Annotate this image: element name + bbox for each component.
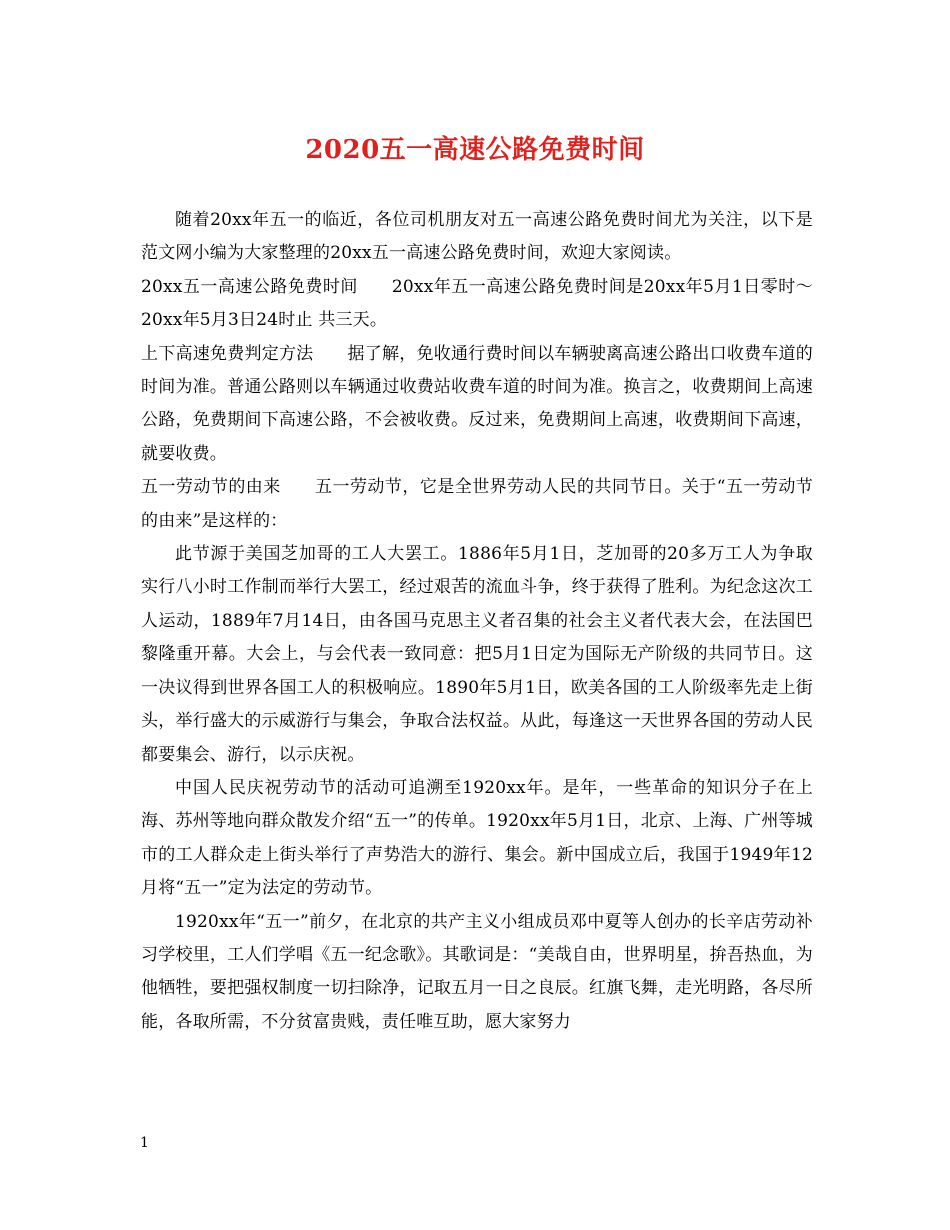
paragraph-history-china: 中国人民庆祝劳动节的活动可追溯至1920xx年。是年，一些革命的知识分子在上海、苏州等地向群众散发介绍“五一”的传单。1920xx年5月1日，北京、上海、广州等城市的工人群众走上街头举行了声势浩大的游行、集会。新中国成立后，我国于1949年12月将“五一”定为法定的劳动节。: [141, 777, 814, 899]
paragraph-toll-method: [141, 338, 813, 472]
section-body-holiday-origin: 五一劳动节，它是全世界劳动人民的共同节日。关于“五一劳动节的由来”是这样的：: [141, 477, 813, 531]
section-body-toll-method: 据了解，免收通行费时间以车辆驶离高速公路出口收费车道的时间为准。普通公路则以车辆通过收费站收费车道的时间为准。换言之，收费期间上高速公路，免费期间下高速公路，不会被收费。反过来，免费期间上高速，收费期间下高速，就要收费。: [141, 343, 813, 464]
paragraph-history-chicago: 此节源于美国芝加哥的工人大罢工。1886年5月1日，芝加哥的20多万工人为争取实行八小时工作制而举行大罢工，经过艰苦的流血斗争，终于获得了胜利。为纪念这次工人运动，1889年7月14日，由各国马克思主义者召集的社会主义者代表大会，在法国巴黎隆重开幕。大会上，与会代表一致同意：把5月1日定为国际无产阶级的共同节日。这一决议得到世界各国工人的积极响应。1890年5月1日，欧美各国的工人阶级率先走上街头，举行盛大的示威游行与集会，争取合法权益。从此，每逢这一天世界各国的劳动人民都要集会、游行，以示庆祝。: [141, 544, 813, 765]
section-heading-toll-method: 上下高速免费判定方法: [141, 343, 314, 364]
document-body: [141, 204, 813, 1039]
page-number: 1: [140, 1135, 149, 1151]
paragraph-holiday-origin: [141, 471, 813, 538]
section-heading-holiday-origin: 五一劳动节的由来: [141, 477, 281, 498]
paragraph-history-song: 1920xx年“五一”前夕，在北京的共产主义小组成员邓中夏等人创办的长辛店劳动补习学校里，工人们学唱《五一纪念歌》。其歌词是：“美哉自由，世界明星，拚吾热血，为他牺牲，要把强权制度一切扫除净，记取五月一日之良辰。红旗飞舞，走光明路，各尽所能，各取所需，不分贫富贵贱，责任唯互助，愿大家努力: [141, 911, 813, 1032]
section-body-free-time: 20xx年五一高速公路免费时间是20xx年5月1日零时～20xx年5月3日24时止 共三天。: [141, 276, 813, 331]
paragraph-free-time: [141, 271, 813, 338]
document-title: 2020五一高速公路免费时间: [305, 135, 645, 165]
paragraph-intro: 随着20xx年五一的临近，各位司机朋友对五一高速公路免费时间尤为关注，以下是范文网小编为大家整理的20xx五一高速公路免费时间，欢迎大家阅读。: [141, 210, 813, 264]
section-heading-free-time: 20xx五一高速公路免费时间: [141, 276, 358, 297]
